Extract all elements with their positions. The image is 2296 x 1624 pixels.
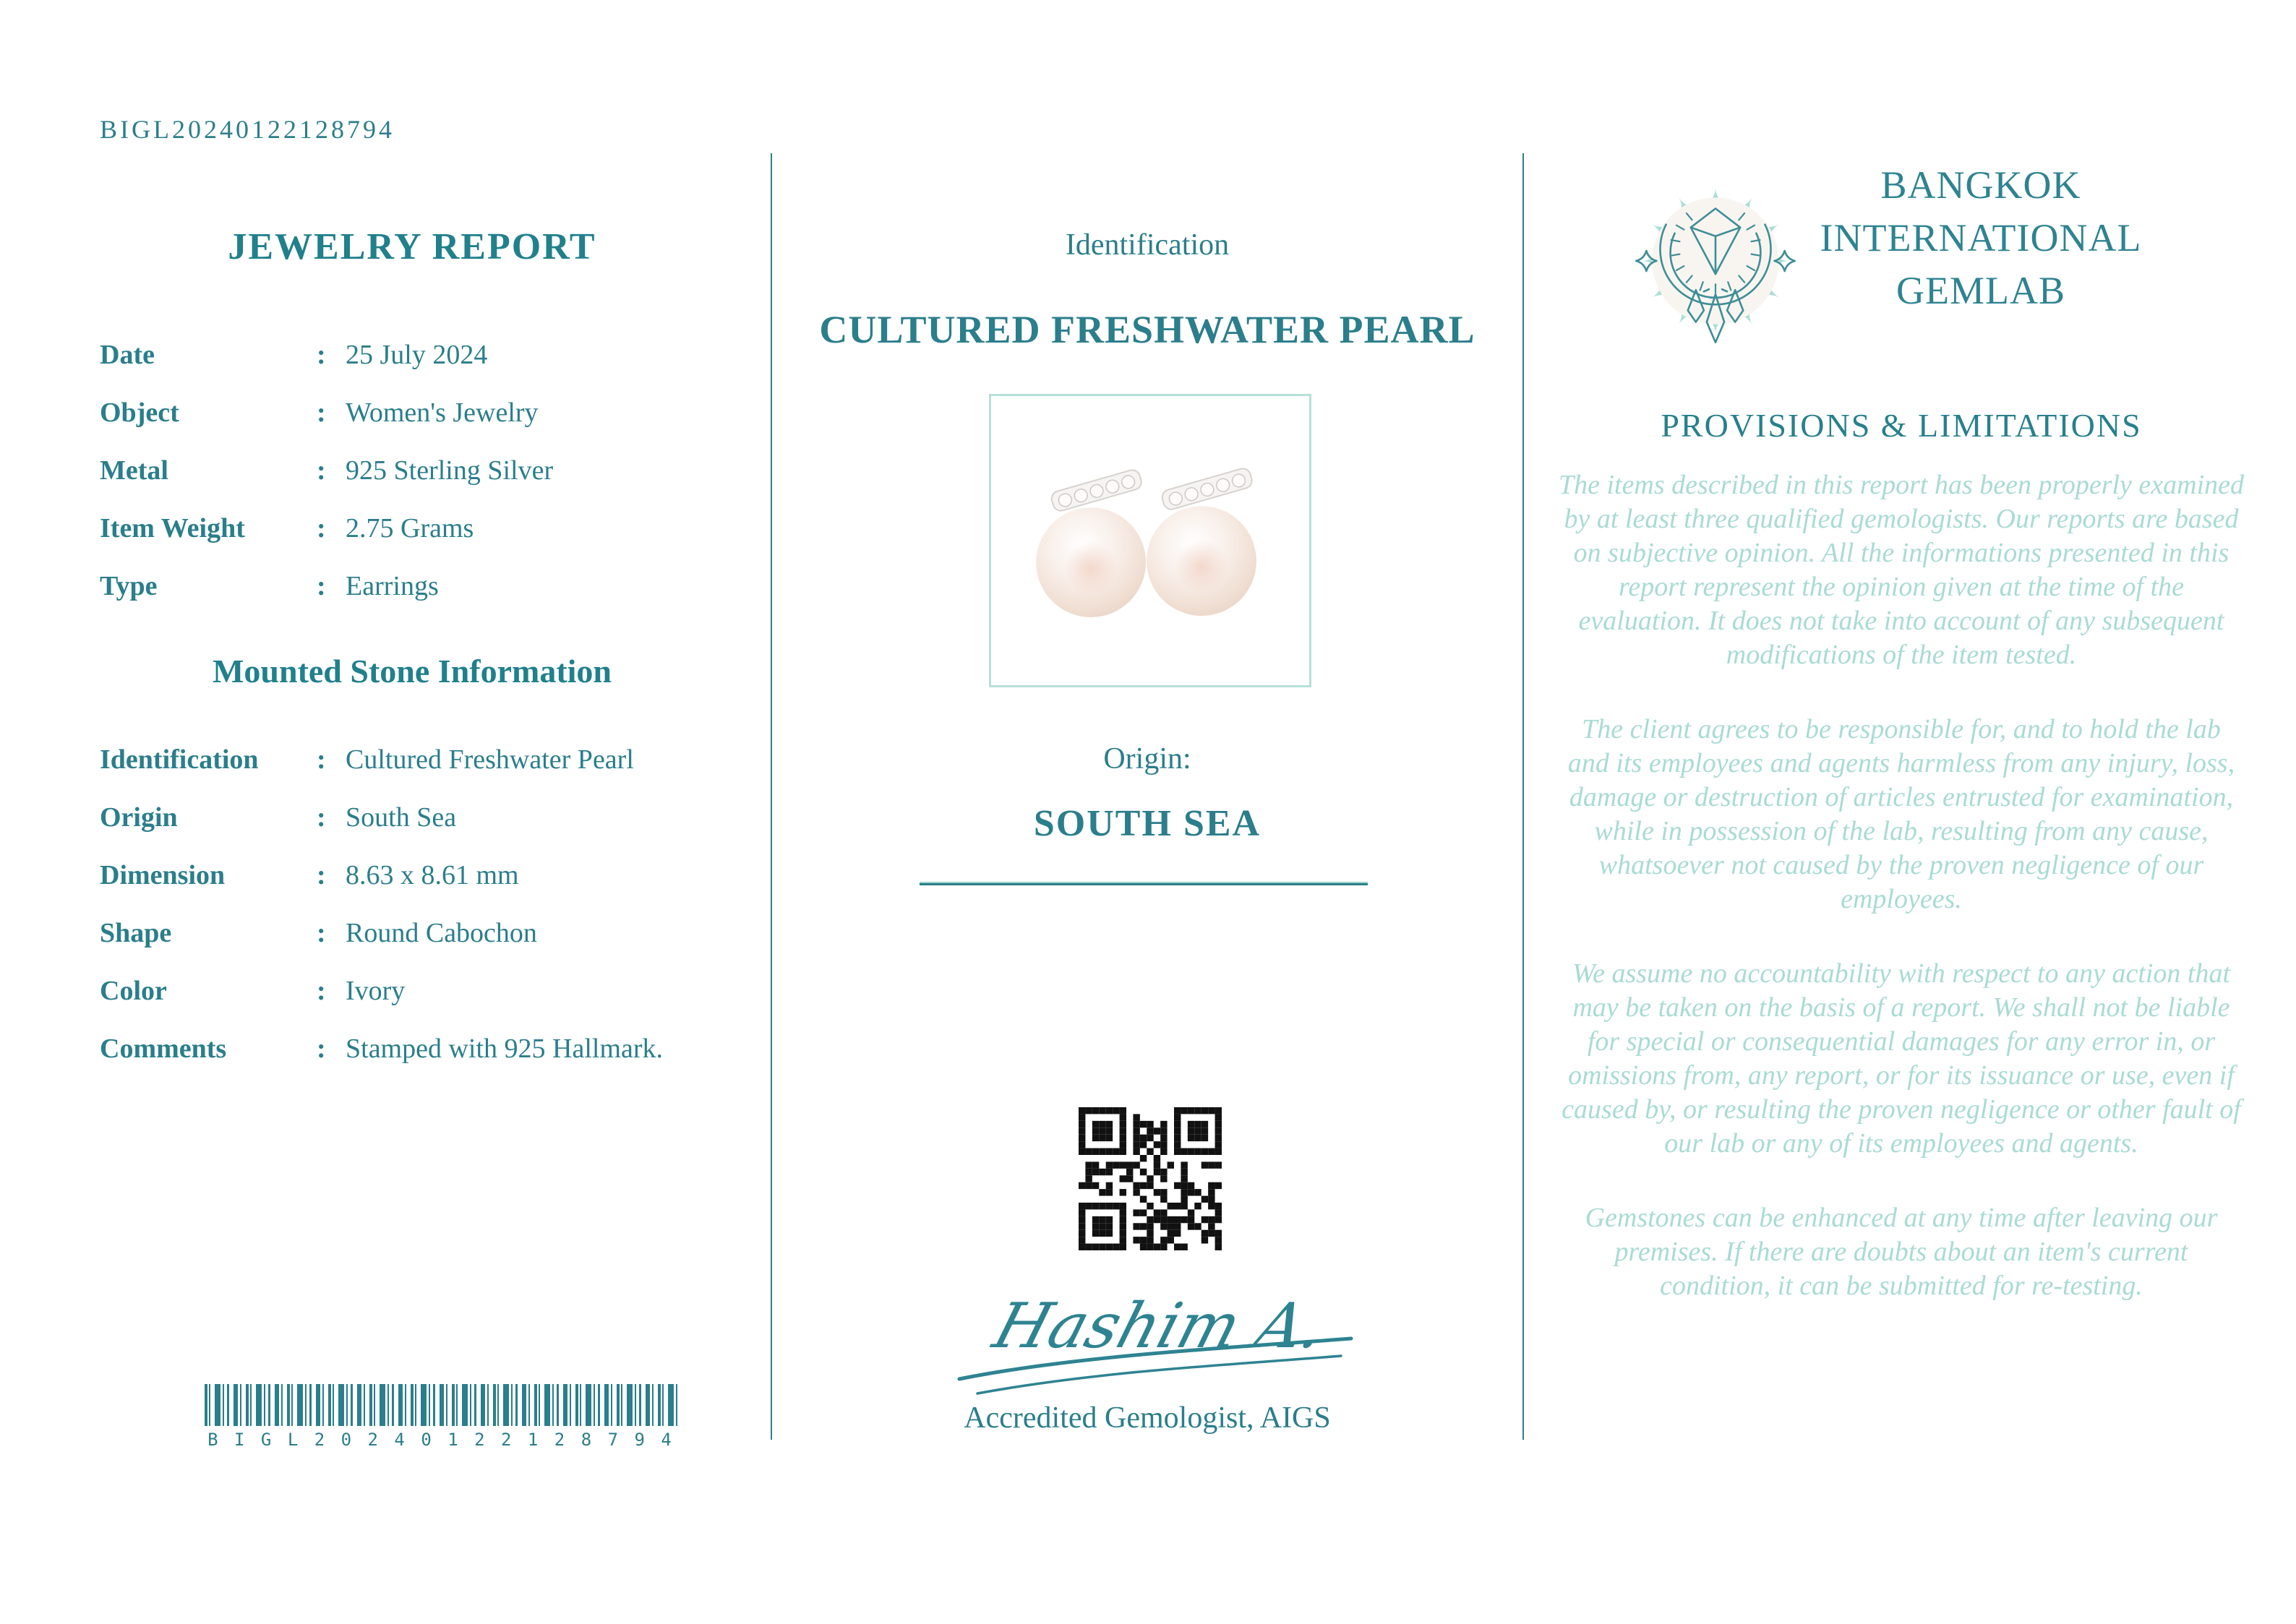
detail-label: Origin bbox=[100, 802, 178, 833]
colon-separator: : bbox=[317, 398, 326, 428]
lab-name-line: BANGKOK bbox=[1880, 163, 2081, 207]
detail-value: 925 Sterling Silver bbox=[346, 455, 554, 486]
detail-value: Women's Jewelry bbox=[346, 398, 539, 428]
colon-separator: : bbox=[317, 918, 326, 948]
origin-heading: Origin: bbox=[1103, 742, 1191, 776]
colon-separator: : bbox=[317, 455, 326, 486]
colon-separator: : bbox=[317, 802, 326, 833]
provisions-paragraph: We assume no accountability with respect to any action that may be taken on the basis of a report. We shall not be liable for special or consequential damages for any error in, or omissions from, any report, or for its issuance or use, even if caused by, or resulting the proven negligence or other fault of our lab or any of its employees and agents. bbox=[1562, 958, 2241, 1159]
lab-name-line: INTERNATIONAL bbox=[1820, 216, 2142, 259]
report-number: BIGL20240122128794 bbox=[100, 115, 395, 144]
identification-heading: Identification bbox=[1065, 228, 1230, 262]
colon-separator: : bbox=[317, 1034, 326, 1064]
gemologist-signature bbox=[909, 1278, 1386, 1412]
detail-value: Earrings bbox=[346, 571, 439, 601]
report-title: JEWELRY REPORT bbox=[228, 226, 596, 267]
qr-code bbox=[1079, 1107, 1222, 1250]
detail-row-metal bbox=[100, 454, 765, 512]
signature-name-text: Hashim A. bbox=[985, 1289, 1334, 1362]
stone-details-list bbox=[100, 743, 765, 1090]
diamond-bar-right bbox=[1160, 467, 1254, 511]
detail-value: 8.63 x 8.61 mm bbox=[346, 860, 519, 890]
barcode bbox=[205, 1384, 678, 1426]
detail-row-object bbox=[100, 396, 765, 454]
barcode-text: B I G L 2 0 2 4 0 1 2 2 1 2 8 7 9 4 bbox=[207, 1430, 674, 1450]
detail-label: Date bbox=[100, 340, 155, 370]
detail-value: 2.75 Grams bbox=[346, 513, 474, 544]
detail-value: South Sea bbox=[346, 802, 457, 833]
detail-value: Cultured Freshwater Pearl bbox=[346, 744, 634, 775]
colon-separator: : bbox=[317, 571, 326, 601]
detail-row-comments bbox=[100, 1032, 765, 1090]
colon-separator: : bbox=[317, 340, 326, 370]
detail-row-origin bbox=[100, 801, 765, 859]
identification-value: CULTURED FRESHWATER PEARL bbox=[819, 308, 1475, 351]
colon-separator: : bbox=[317, 976, 326, 1006]
lab-name-line: GEMLAB bbox=[1896, 269, 2065, 312]
detail-label: Comments bbox=[100, 1034, 227, 1064]
detail-value: 25 July 2024 bbox=[346, 340, 488, 370]
detail-label: Identification bbox=[100, 744, 259, 775]
colon-separator: : bbox=[317, 860, 326, 890]
item-photo-frame bbox=[989, 394, 1311, 687]
diamond-bar-left bbox=[1050, 468, 1143, 512]
signature-title: Accredited Gemologist, AIGS bbox=[964, 1401, 1331, 1435]
detail-value: Stamped with 925 Hallmark. bbox=[346, 1034, 664, 1064]
provisions-title: PROVISIONS & LIMITATIONS bbox=[1661, 407, 2142, 444]
pearl-earrings-photo bbox=[991, 396, 1309, 685]
origin-underline bbox=[920, 882, 1368, 885]
detail-label: Shape bbox=[100, 918, 172, 948]
detail-row-type bbox=[100, 570, 765, 627]
detail-label: Color bbox=[100, 976, 167, 1006]
provisions-paragraph: The client agrees to be responsible for, and to hold the lab and its employees and agents harmless from any injury, loss, damage or destruction of articles entrusted for examination, while in possession of the lab, resulting from any cause, whatsoever not caused by the proven negligence of our employees. bbox=[1567, 714, 2235, 914]
detail-label: Item Weight bbox=[100, 513, 245, 544]
detail-label: Metal bbox=[100, 455, 168, 486]
origin-value: SOUTH SEA bbox=[1033, 803, 1261, 844]
detail-row-date bbox=[100, 338, 765, 396]
colon-separator: : bbox=[317, 744, 326, 775]
lab-name bbox=[1786, 159, 2176, 317]
detail-row-shape bbox=[100, 916, 765, 974]
detail-label: Object bbox=[100, 398, 179, 428]
detail-row-identification bbox=[100, 743, 765, 801]
detail-value: Ivory bbox=[346, 976, 406, 1006]
detail-row-color bbox=[100, 974, 765, 1032]
detail-row-item-weight bbox=[100, 512, 765, 570]
signature-block bbox=[909, 1278, 1386, 1412]
jewelry-details-list bbox=[100, 338, 765, 627]
provisions-paragraph: The items described in this report has been properly examined by at least three qualified gemologists. Our reports are based on subjective opinion. All the informations presented in this report represent the opinion given at the time of the evaluation. It does not take into account of any subsequent modifications of the item tested. bbox=[1558, 470, 2245, 670]
provisions-paragraphs bbox=[1558, 468, 2245, 1344]
detail-value: Round Cabochon bbox=[346, 918, 537, 948]
mounted-stone-section-title: Mounted Stone Information bbox=[212, 653, 612, 689]
colon-separator: : bbox=[317, 513, 326, 544]
detail-label: Type bbox=[100, 571, 158, 601]
detail-label: Dimension bbox=[100, 860, 226, 890]
detail-row-dimension bbox=[100, 859, 765, 916]
provisions-paragraph: Gemstones can be enhanced at any time after leaving our premises. If there are doubts about an item's current condition, it can be submitted for re-testing. bbox=[1585, 1203, 2218, 1301]
